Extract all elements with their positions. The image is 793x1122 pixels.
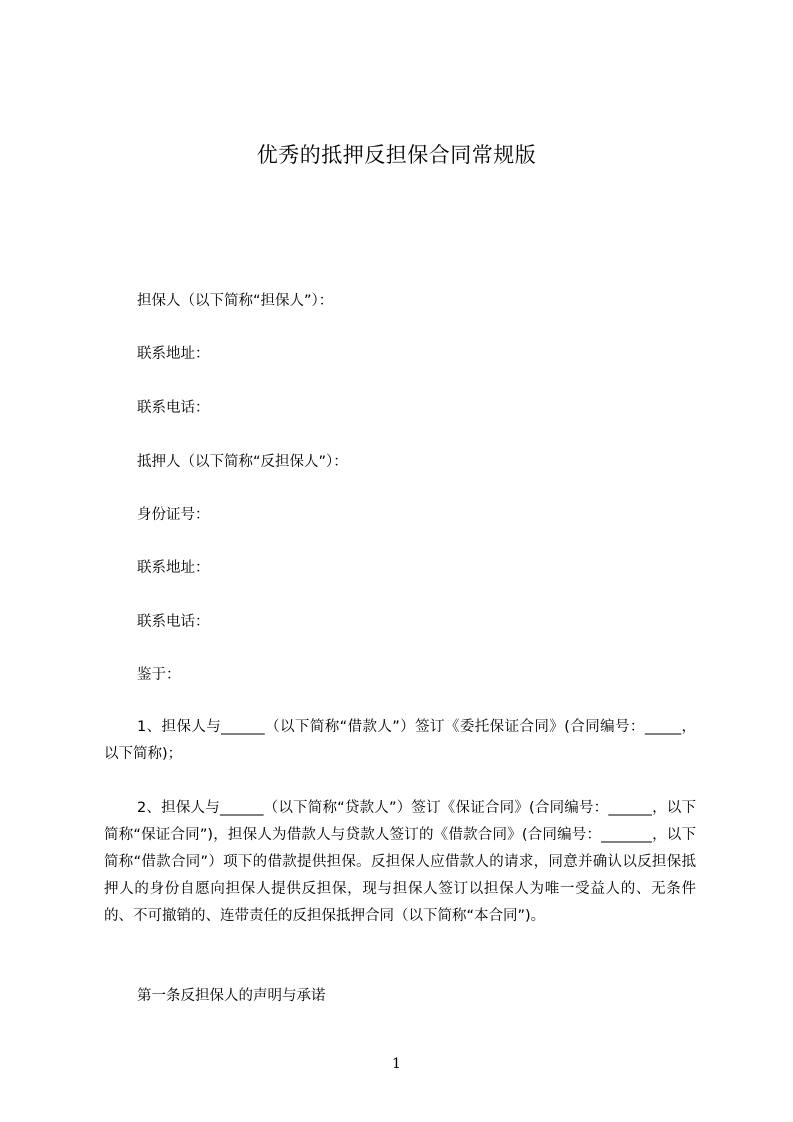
mortgagor-phone-field: 联系电话：	[137, 614, 210, 630]
mortgagor-address-field: 联系地址：	[137, 560, 210, 576]
clause-1: 1、担保人与______（以下简称“借款人”）签订《委托保证合同》(合同编号：_____，以下简称)；	[104, 719, 696, 762]
whereas-label: 鉴于：	[137, 667, 181, 683]
guarantor-phone-field: 联系电话：	[137, 400, 210, 416]
id-number-field: 身份证号：	[137, 507, 210, 523]
section-heading: 第一条反担保人的声明与承诺	[137, 988, 326, 1004]
guarantor-address-field: 联系地址：	[137, 346, 210, 362]
guarantor-field: 担保人（以下简称“担保人”）：	[137, 293, 334, 309]
document-title: 优秀的抵押反担保合同常规版	[256, 143, 537, 167]
clause-2: 2、担保人与______（以下简称“贷款人”）签订《保证合同》(合同编号：______，以下简称“保证合同”)，担保人为借款人与贷款人签订的《借款合同》(合同编号：_______，以下简称“借款合同”）项下的借款提供担保。反担保人应借款人的请求，同意并确认以反担保抵押人的身份自愿向担保人提供反担保，现与担保人签订以担保人为唯一受益人的、无条件的、不可撤销的、连带责任的反担保抵押合同（以下简称“本合同”)。	[104, 800, 696, 924]
mortgagor-field: 抵押人（以下简称“反担保人”）：	[137, 454, 348, 470]
page-number: 1	[392, 1056, 401, 1072]
